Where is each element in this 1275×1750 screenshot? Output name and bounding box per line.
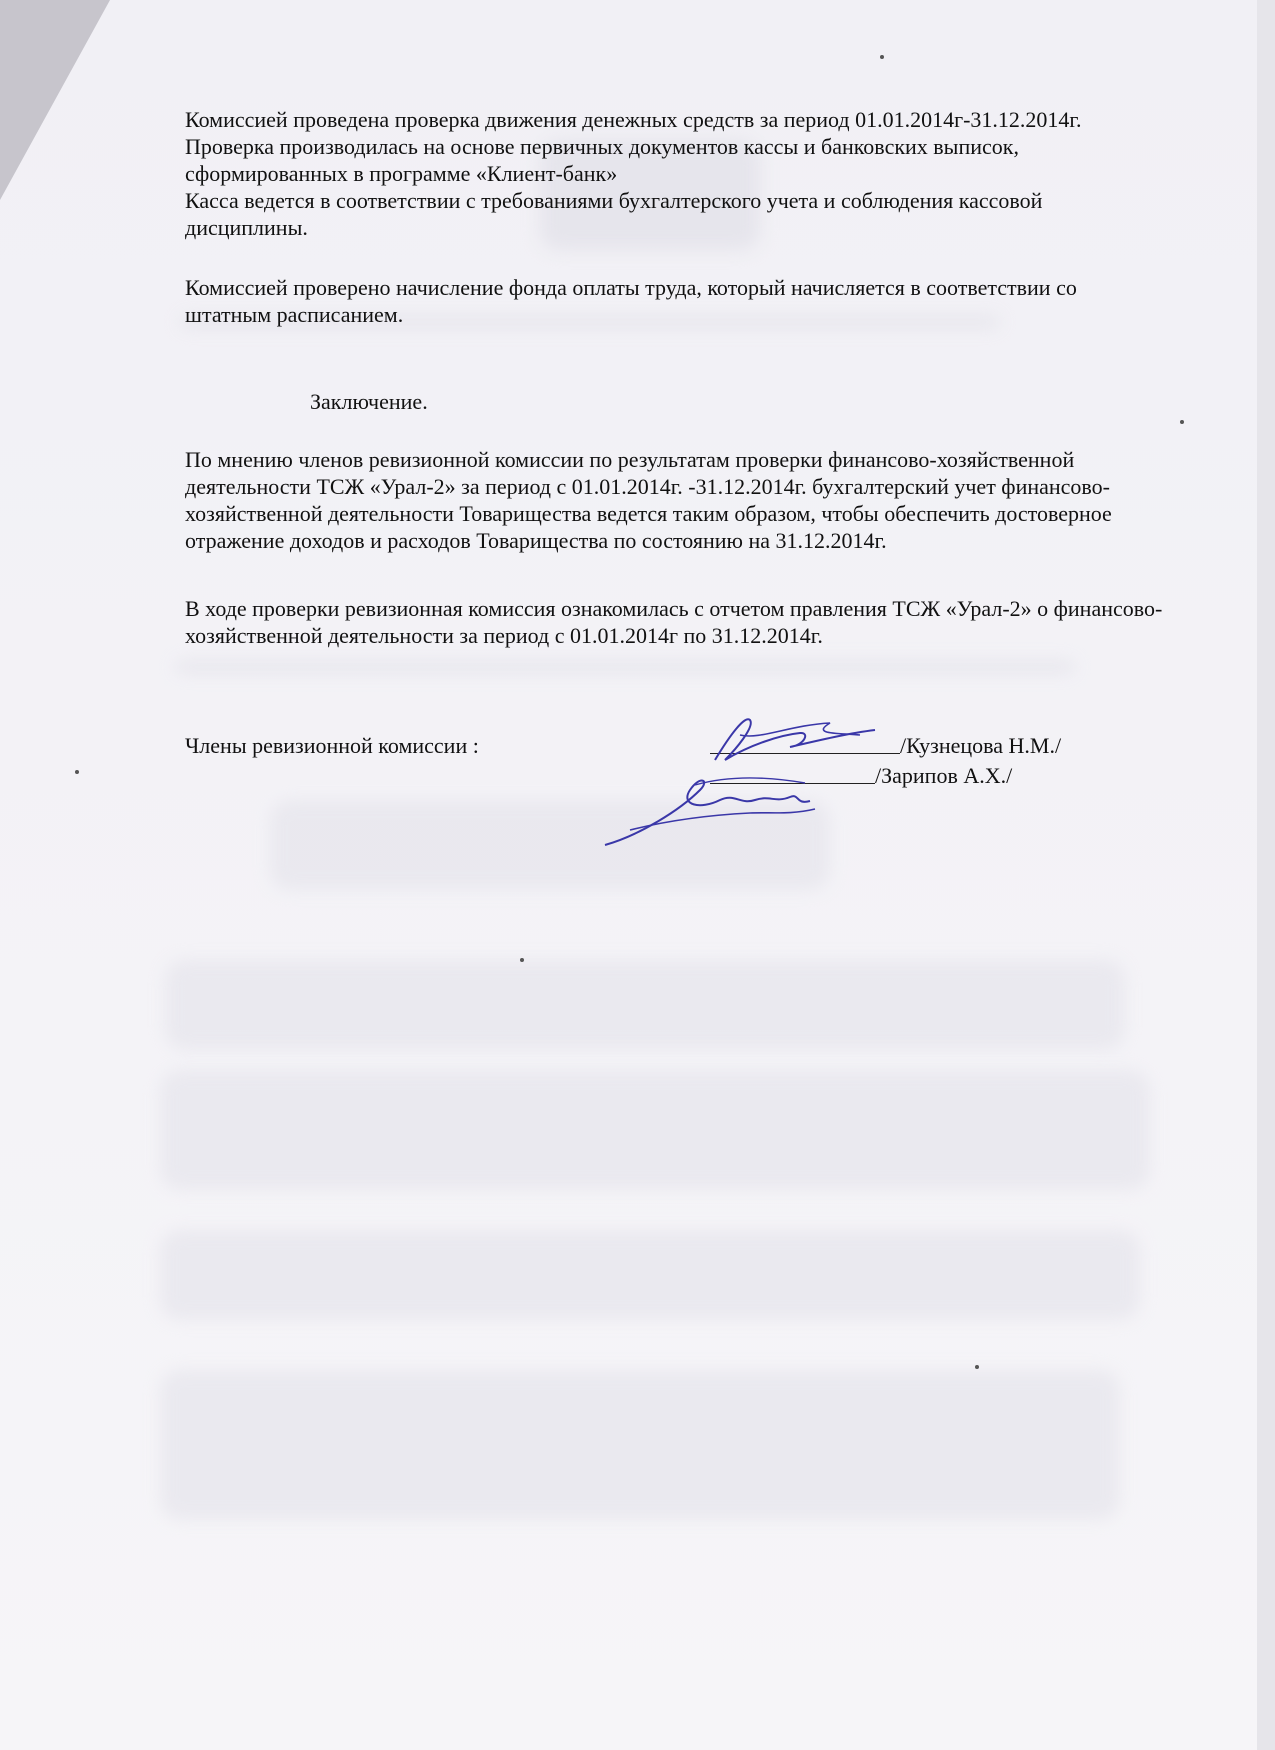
paragraph-cash-audit: Комиссией проведена проверка движения денежных средств за период 01.01.2014г-31.12.2014г. Проверка производилась на основе первичных документов кассы и банковских выписок, сформированных в программе «Клиент-банк» Касса ведется в соответствии с требованиями бухгалтерского учета и соблюдения кассовой дисциплины. [185, 107, 1082, 240]
paragraph-payroll: Комиссией проверено начисление фонда оплаты труда, который начисляется в соответствии со штатным расписанием. [185, 275, 1077, 327]
signer-name-2: /Зарипов А.Х./ [875, 763, 1013, 788]
bleed-through-block [160, 1070, 1150, 1190]
folded-corner-shadow [0, 0, 110, 200]
paper-speck [1180, 420, 1184, 424]
paragraph-conclusion: По мнению членов ревизионной комиссии по результатам проверки финансово-хозяйственной деятельности ТСЖ «Урал-2» за период с 01.01.2014г. -31.12.2014г. бухгалтерский учет финансово-хозяйственной деятельности Товарищества ведется таким образом, чтобы обеспечить достоверное отражение доходов и расходов Товарищества по состоянию на 31.12.2014г. [185, 447, 1112, 553]
bleed-through-block [165, 960, 1125, 1050]
bleed-through-block [160, 1370, 1120, 1520]
paper-speck [880, 55, 884, 59]
handwritten-signature-2 [600, 765, 860, 855]
paper-speck [75, 770, 79, 774]
page-edge [1257, 0, 1275, 1750]
conclusion-heading: Заключение. [310, 389, 428, 414]
paper-speck [520, 958, 524, 962]
signer-name-1: /Кузнецова Н.М./ [900, 733, 1062, 758]
bleed-through-line [175, 660, 1075, 674]
bleed-through-block [160, 1230, 1140, 1320]
signatures-label: Члены ревизионной комиссии : [185, 733, 479, 758]
paragraph-report-review: В ходе проверки ревизионная комиссия ознакомилась с отчетом правления ТСЖ «Урал-2» о финансово-хозяйственной деятельности за период с 01.01.2014г по 31.12.2014г. [185, 596, 1163, 648]
paper-speck [975, 1365, 979, 1369]
